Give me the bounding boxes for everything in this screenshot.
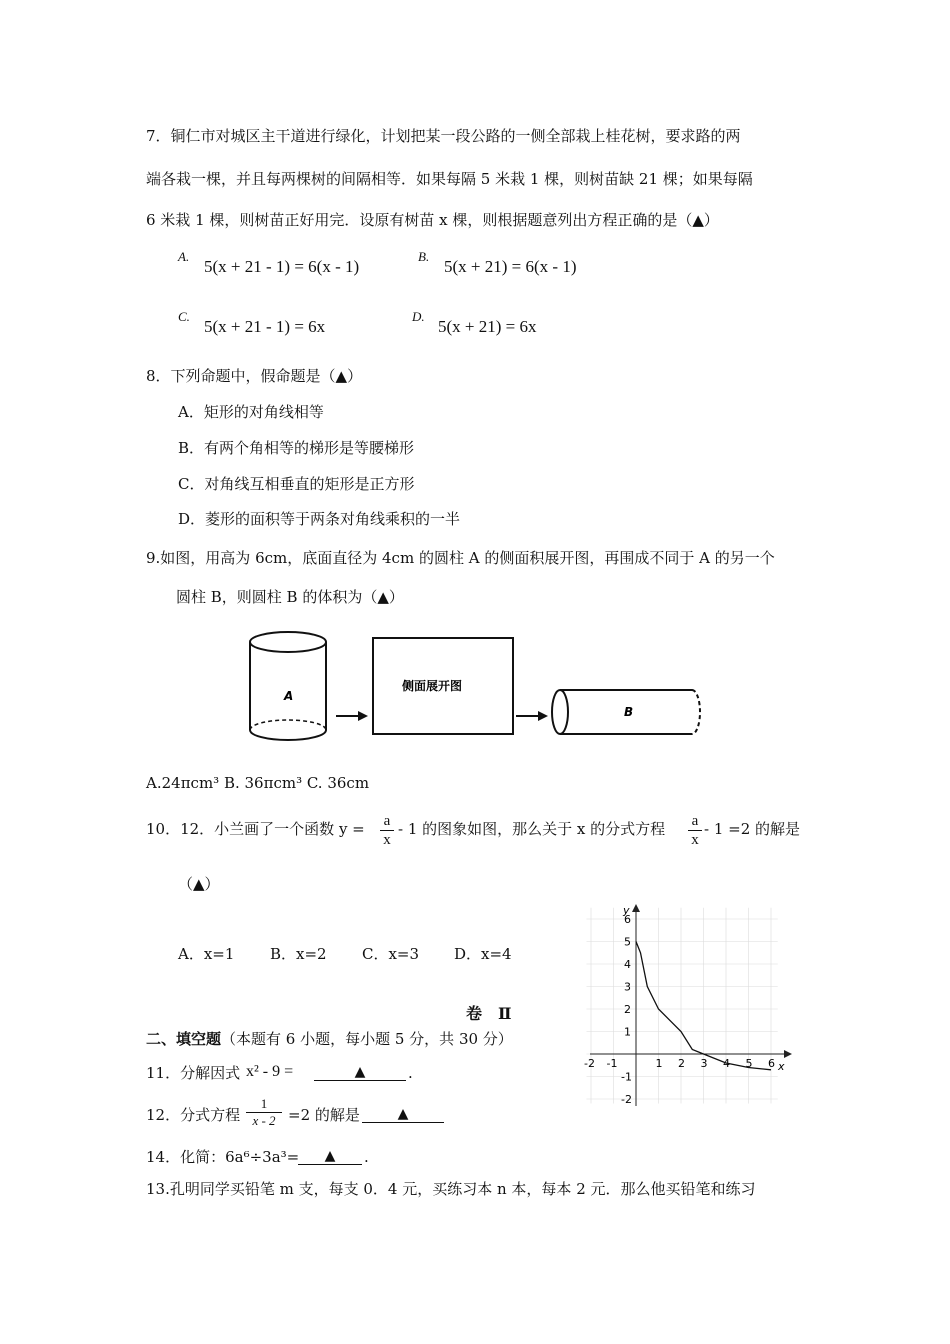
q10-option-c: C．x=3 — [362, 945, 420, 963]
section-note: （本题有 6 小题，每小题 5 分，共 30 分） — [221, 1030, 513, 1048]
q10-answer-mark: （▲） — [178, 875, 220, 893]
y-tick-label: -1 — [621, 1070, 632, 1084]
unfolded-rectangle — [373, 638, 513, 734]
q8-option-b: B．有两个角相等的梯形是等腰梯形 — [178, 439, 415, 457]
arrow-1 — [336, 711, 368, 721]
function-graph — [580, 900, 800, 1114]
q14-answer-blank[interactable]: ▲ — [298, 1148, 362, 1165]
q10-fraction-1 — [380, 812, 394, 849]
q7-option-c-label: C. — [178, 309, 190, 324]
q11-answer-blank[interactable]: ▲ — [314, 1064, 406, 1081]
q11-prefix: 11．分解因式 — [146, 1064, 241, 1082]
q9-line1: 9.如图，用高为 6cm，底面直径为 4cm 的圆柱 A 的侧面积展开图，再围成不同于 A 的另一个 — [146, 549, 775, 567]
arrow-2 — [516, 711, 548, 721]
q12-prefix: 12．分式方程 — [146, 1106, 241, 1124]
q8-option-a: A．矩形的对角线相等 — [178, 403, 324, 421]
q10-text-part1: 10．12．小兰画了一个函数 y = — [146, 820, 365, 838]
q9-line2: 圆柱 B，则圆柱 B 的体积为（▲） — [176, 588, 404, 606]
x-axis-arrow-icon — [784, 1050, 792, 1058]
y-tick-label: 6 — [624, 913, 631, 926]
x-tick-label: 3 — [700, 1057, 708, 1070]
q7-option-b-expr: 5(x + 21) = 6(x - 1) — [444, 257, 577, 276]
q13-line1: 13.孔明同学买铅笔 m 支，每支 0．4 元，买练习本 n 本，每本 2 元．那么他买铅笔和练习 — [146, 1180, 756, 1198]
q8-option-d: D．菱形的面积等于两条对角线乘积的一半 — [178, 510, 461, 528]
q7-option-a-label: A. — [178, 249, 190, 264]
q10-option-d: D．x=4 — [454, 945, 512, 963]
section-fill-in-header — [146, 1032, 513, 1047]
q11-expr: x² - 9 = — [246, 1063, 294, 1080]
q7-option-d-expr: 5(x + 21) = 6x — [438, 317, 537, 336]
cylinder-a-label: A — [284, 689, 294, 703]
q7-line2: 端各栽一棵，并且每两棵树的间隔相等．如果每隔 5 米栽 1 棵，则树苗缺 21 棵；如果每隔 — [146, 170, 753, 188]
y-axis-arrow-icon — [632, 904, 640, 912]
q12-answer-blank[interactable]: ▲ — [362, 1106, 444, 1123]
q10-fraction-2-numerator: a — [691, 813, 699, 829]
q11-suffix: . — [408, 1064, 413, 1082]
y-tick-label: 3 — [624, 980, 631, 994]
x-tick-label: 6 — [768, 1057, 775, 1070]
q8-option-c: C．对角线互相垂直的矩形是正方形 — [178, 475, 415, 493]
cylinder-unfold-figure — [240, 624, 710, 748]
q7-line1: 7．铜仁市对城区主干道进行绿化，计划把某一段公路的一侧全部栽上桂花树，要求路的两 — [146, 127, 741, 145]
q7-line3: 6 米栽 1 棵，则树苗正好用完．设原有树苗 x 棵，则根据题意列出方程正确的是（▲） — [146, 211, 719, 229]
section-label: 二、填空题 — [146, 1030, 222, 1048]
x-tick-label: 1 — [655, 1057, 663, 1070]
q10-text-part3: - 1 =2 的解是 — [704, 820, 801, 838]
y-tick-label: -2 — [621, 1093, 632, 1106]
y-tick-label: 4 — [624, 958, 631, 971]
q7-option-b-label: B. — [418, 249, 430, 264]
y-tick-label: 1 — [624, 1025, 631, 1039]
q10-option-a: A．x=1 — [178, 945, 235, 963]
q8-stem: 8．下列命题中，假命题是（▲） — [146, 367, 363, 385]
q10-fraction-2 — [688, 812, 702, 849]
q12-after: =2 的解是 — [288, 1106, 360, 1124]
y-tick-label: 2 — [624, 1003, 631, 1016]
unfolded-rectangle-label: 侧面展开图 — [402, 679, 463, 693]
x-tick-label: 5 — [745, 1057, 753, 1070]
x-tick-label: 2 — [678, 1057, 685, 1070]
q14-suffix: . — [364, 1148, 369, 1166]
cylinder-a — [250, 632, 326, 740]
q7-option-c-expr: 5(x + 21 - 1) = 6x — [204, 317, 326, 336]
q12-fraction — [246, 1096, 282, 1129]
y-axis-label: y — [623, 904, 630, 917]
q10-fraction-2-denominator: x — [691, 832, 699, 848]
q14-prefix: 14．化简：6a⁶÷3a³= — [146, 1148, 300, 1166]
q10-fraction-1-denominator: x — [383, 832, 391, 848]
x-tick-label: 4 — [723, 1057, 730, 1070]
q12-fraction-denominator: x - 2 — [252, 1113, 276, 1128]
q10-text-part2: - 1 的图象如图，那么关于 x 的分式方程 — [398, 820, 666, 838]
part-2-title: 卷 Ⅱ — [466, 1004, 512, 1023]
x-axis-label: x — [778, 1060, 785, 1073]
q12-fraction-numerator: 1 — [260, 1096, 268, 1111]
q10-option-b: B．x=2 — [270, 945, 327, 963]
cylinder-b — [552, 690, 700, 734]
cylinder-b-label: B — [624, 705, 634, 719]
q7-option-a-expr: 5(x + 21 - 1) = 6(x - 1) — [204, 257, 360, 276]
q9-options: A.24πcm³ B. 36πcm³ C. 36cm — [146, 774, 370, 792]
q7-option-d-label: D. — [412, 309, 425, 324]
q10-fraction-1-numerator: a — [383, 813, 391, 829]
x-tick-label: -2 — [584, 1057, 595, 1070]
x-tick-label: -1 — [606, 1057, 618, 1070]
y-tick-label: 5 — [624, 935, 631, 949]
